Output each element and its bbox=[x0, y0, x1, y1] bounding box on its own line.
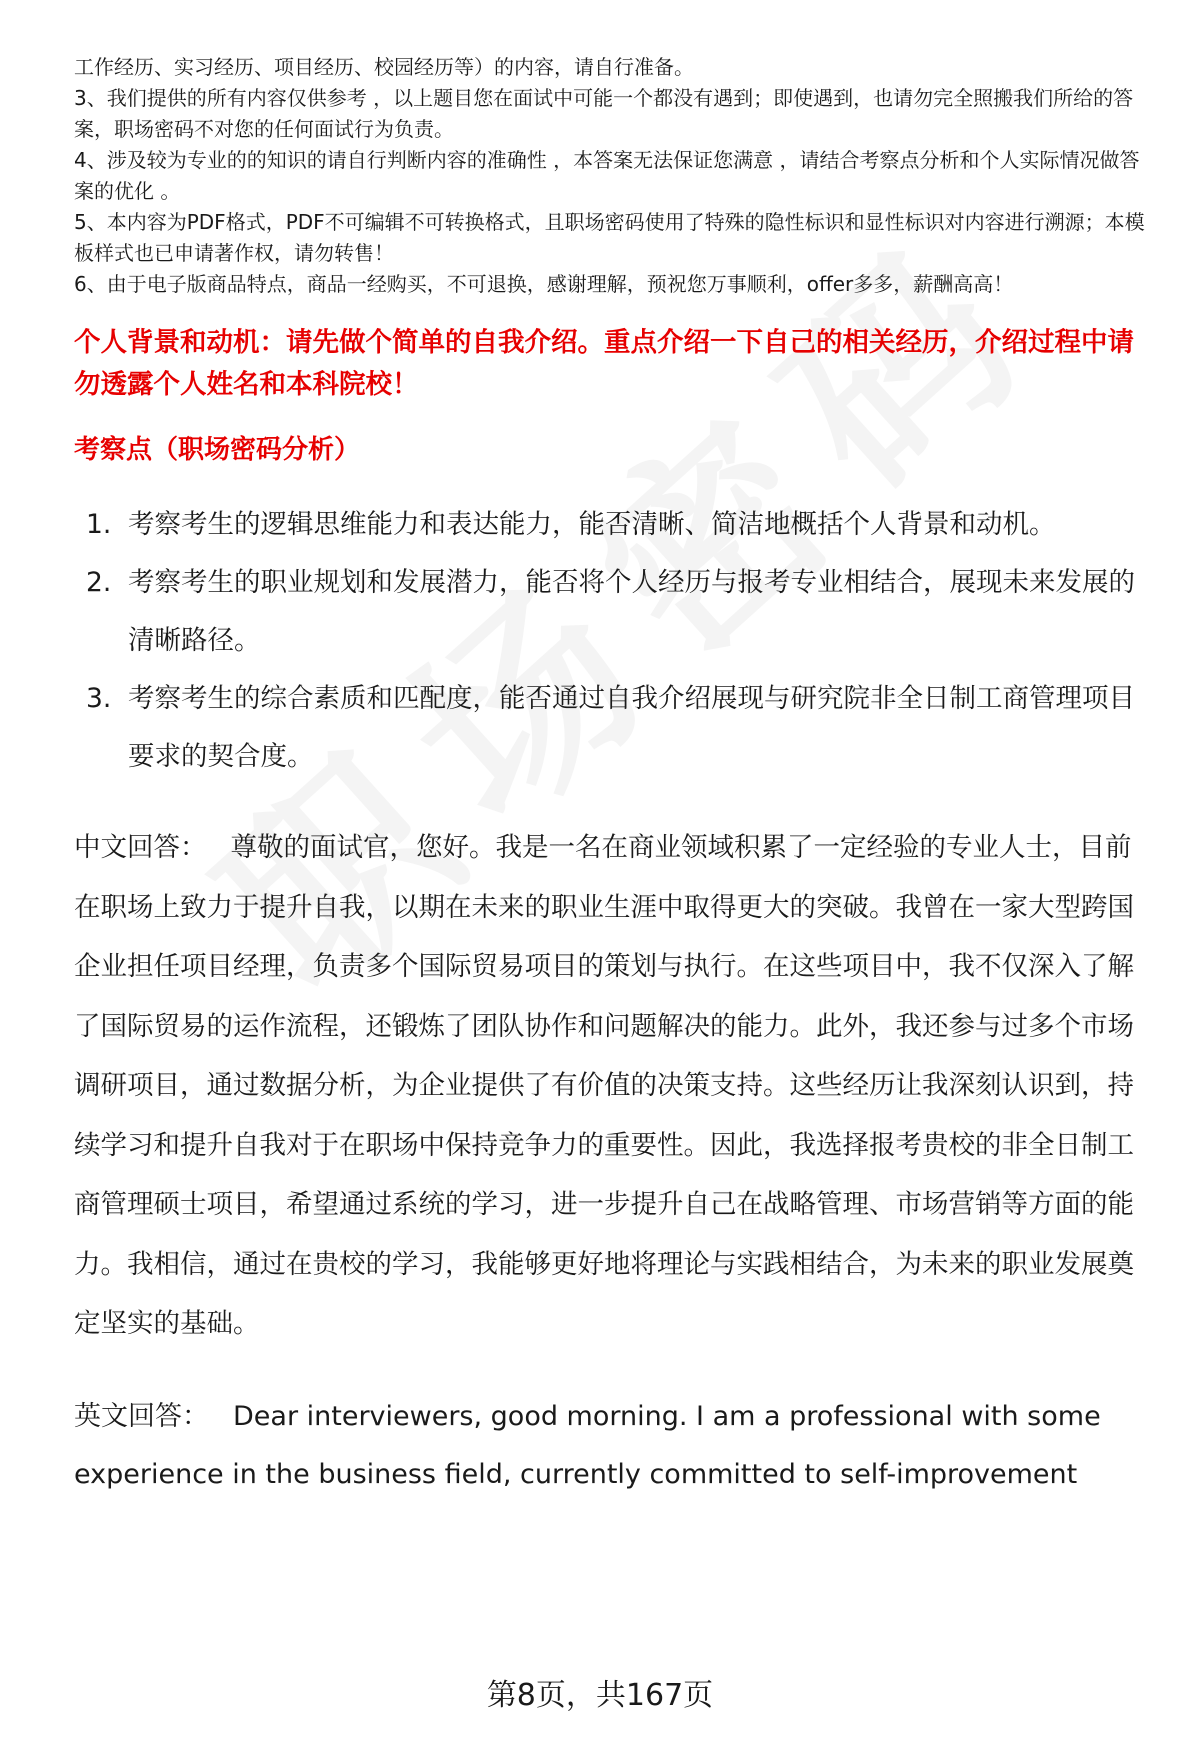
list-text: 考察考生的职业规划和发展潜力，能否将个人经历与报考专业相结合，展现未来发展的清晰路径。 bbox=[128, 567, 1135, 656]
english-answer-text: Dear interviewers, good morning. I am a professional with some experience in the business field, currently committed to self-improvement bbox=[74, 1400, 1101, 1490]
list-text: 考察考生的综合素质和匹配度，能否通过自我介绍展现与研究院非全日制工商管理项目要求的契合度。 bbox=[128, 683, 1135, 772]
list-text: 考察考生的逻辑思维能力和表达能力，能否清晰、简洁地概括个人背景和动机。 bbox=[128, 509, 1056, 540]
chinese-answer-label: 中文回答： bbox=[74, 832, 207, 863]
english-answer bbox=[74, 1388, 1154, 1504]
chinese-answer bbox=[74, 818, 1154, 1354]
note-line: 5、本内容为PDF格式，PDF不可编辑不可转换格式，且职场密码使用了特殊的隐性标识和显性标识对内容进行溯源；本模板样式也已申请著作权，请勿转售！ bbox=[74, 210, 1145, 265]
disclaimer-notes bbox=[74, 52, 1154, 300]
list-number: 1. bbox=[86, 509, 112, 540]
list-number: 2. bbox=[86, 567, 112, 598]
page-content bbox=[74, 52, 1154, 1504]
list-item bbox=[74, 496, 1154, 554]
list-item bbox=[74, 554, 1154, 670]
english-answer-label: 英文回答： bbox=[74, 1400, 209, 1432]
chinese-answer-text: 尊敬的面试官，您好。我是一名在商业领域积累了一定经验的专业人士，目前在职场上致力于提升自我，以期在未来的职业生涯中取得更大的突破。我曾在一家大型跨国企业担任项目经理，负责多个国际贸易项目的策划与执行。在这些项目中，我不仅深入了解了国际贸易的运作流程，还锻炼了团队协作和问题解决的能力。此外，我还参与过多个市场调研项目，通过数据分析，为企业提供了有价值的决策支持。这些经历让我深刻认识到，持续学习和提升自我对于在职场中保持竞争力的重要性。因此，我选择报考贵校的非全日制工商管理硕士项目，希望通过系统的学习，进一步提升自己在战略管理、市场营销等方面的能力。我相信，通过在贵校的学习，我能够更好地将理论与实践相结合，为未来的职业发展奠定坚实的基础。 bbox=[74, 832, 1134, 1339]
note-line: 6、由于电子版商品特点，商品一经购买，不可退换，感谢理解，预祝您万事顺利，offer多多，薪酬高高！ bbox=[74, 272, 1014, 296]
analysis-points bbox=[74, 496, 1154, 786]
question-heading: 个人背景和动机：请先做个简单的自我介绍。重点介绍一下自己的相关经历，介绍过程中请勿透露个人姓名和本科院校！ bbox=[74, 327, 1134, 400]
analysis-heading: 考察点（职场密码分析） bbox=[74, 435, 361, 465]
note-line: 4、涉及较为专业的的知识的请自行判断内容的准确性 ，本答案无法保证您满意 ，请结合考察点分析和个人实际情况做答案的优化 。 bbox=[74, 148, 1140, 203]
list-item bbox=[74, 670, 1154, 786]
note-line: 工作经历、实习经历、项目经历、校园经历等）的内容，请自行准备。 bbox=[74, 55, 694, 79]
list-number: 3. bbox=[86, 683, 112, 714]
page-number: 第8页，共167页 bbox=[486, 1678, 714, 1713]
note-line: 3、我们提供的所有内容仅供参考 ，以上题目您在面试中可能一个都没有遇到；即使遇到，也请勿完全照搬我们所给的答案，职场密码不对您的任何面试行为负责。 bbox=[74, 86, 1134, 141]
